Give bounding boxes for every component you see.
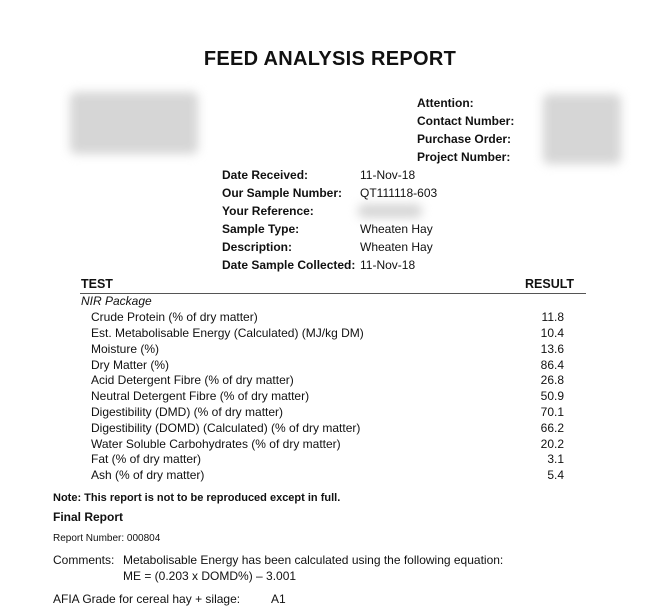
test-name: Dry Matter (%) — [91, 358, 169, 372]
afia-grade-label: AFIA Grade for cereal hay + silage: — [53, 592, 241, 606]
afia-grade-value: A1 — [271, 592, 286, 606]
sample-number-value: QT111118-603 — [360, 186, 438, 200]
test-result: 70.1 — [540, 405, 564, 419]
report-number: Report Number: 000804 — [53, 533, 161, 544]
comments-label: Comments: — [53, 553, 115, 567]
attention-label: Attention: — [417, 96, 474, 110]
test-name: Est. Metabolisable Energy (Calculated) (MJ/kg DM) — [91, 326, 364, 340]
package-label: NIR Package — [81, 294, 152, 308]
date-collected-label: Date Sample Collected: — [222, 258, 356, 272]
test-result: 50.9 — [540, 389, 564, 403]
sample-type-value: Wheaten Hay — [360, 222, 433, 236]
result-column-header: RESULT — [525, 277, 575, 291]
test-result: 5.4 — [547, 468, 564, 482]
sample-type-label: Sample Type: — [222, 222, 300, 236]
test-name: Digestibility (DMD) (% of dry matter) — [91, 405, 284, 419]
test-result: 86.4 — [540, 358, 564, 372]
test-result: 20.2 — [540, 437, 564, 451]
contact-number-label: Contact Number: — [417, 114, 515, 128]
test-result: 13.6 — [540, 342, 564, 356]
purchase-order-label: Purchase Order: — [417, 132, 512, 146]
test-result: 66.2 — [540, 421, 564, 435]
test-result: 11.8 — [541, 310, 564, 324]
your-reference-label: Your Reference: — [222, 204, 314, 218]
date-received-label: Date Received: — [222, 168, 309, 182]
test-result: 26.8 — [540, 373, 564, 387]
project-number-label: Project Number: — [417, 150, 511, 164]
final-report-label: Final Report — [53, 510, 124, 524]
date-received-value: 11-Nov-18 — [360, 168, 416, 182]
test-name: Water Soluble Carbohydrates (% of dry matter) — [91, 437, 341, 451]
test-result: 10.4 — [540, 326, 564, 340]
reproduction-note: Note: This report is not to be reproduced except in full. — [53, 492, 341, 504]
me-equation: ME = (0.203 x DOMD%) – 3.001 — [123, 569, 297, 583]
test-column-header: TEST — [81, 277, 113, 291]
test-name: Moisture (%) — [91, 342, 160, 356]
test-name: Digestibility (DOMD) (Calculated) (% of dry matter) — [91, 421, 361, 435]
comments-text: Metabolisable Energy has been calculated using the following equation: — [123, 553, 504, 567]
header-divider — [80, 293, 586, 294]
test-name: Fat (% of dry matter) — [91, 452, 202, 466]
test-name: Ash (% of dry matter) — [91, 468, 205, 482]
test-name: Crude Protein (% of dry matter) — [91, 310, 258, 324]
date-collected-value: 11-Nov-18 — [360, 258, 416, 272]
description-label: Description: — [222, 240, 293, 254]
redacted-address-block — [70, 92, 198, 154]
test-name: Neutral Detergent Fibre (% of dry matter) — [91, 389, 310, 403]
test-result: 3.1 — [547, 452, 564, 466]
test-name: Acid Detergent Fibre (% of dry matter) — [91, 373, 294, 387]
redacted-attention-block — [543, 94, 621, 164]
report-title: FEED ANALYSIS REPORT — [203, 48, 457, 70]
redacted-reference — [358, 204, 422, 218]
sample-number-label: Our Sample Number: — [222, 186, 343, 200]
description-value: Wheaten Hay — [360, 240, 433, 254]
